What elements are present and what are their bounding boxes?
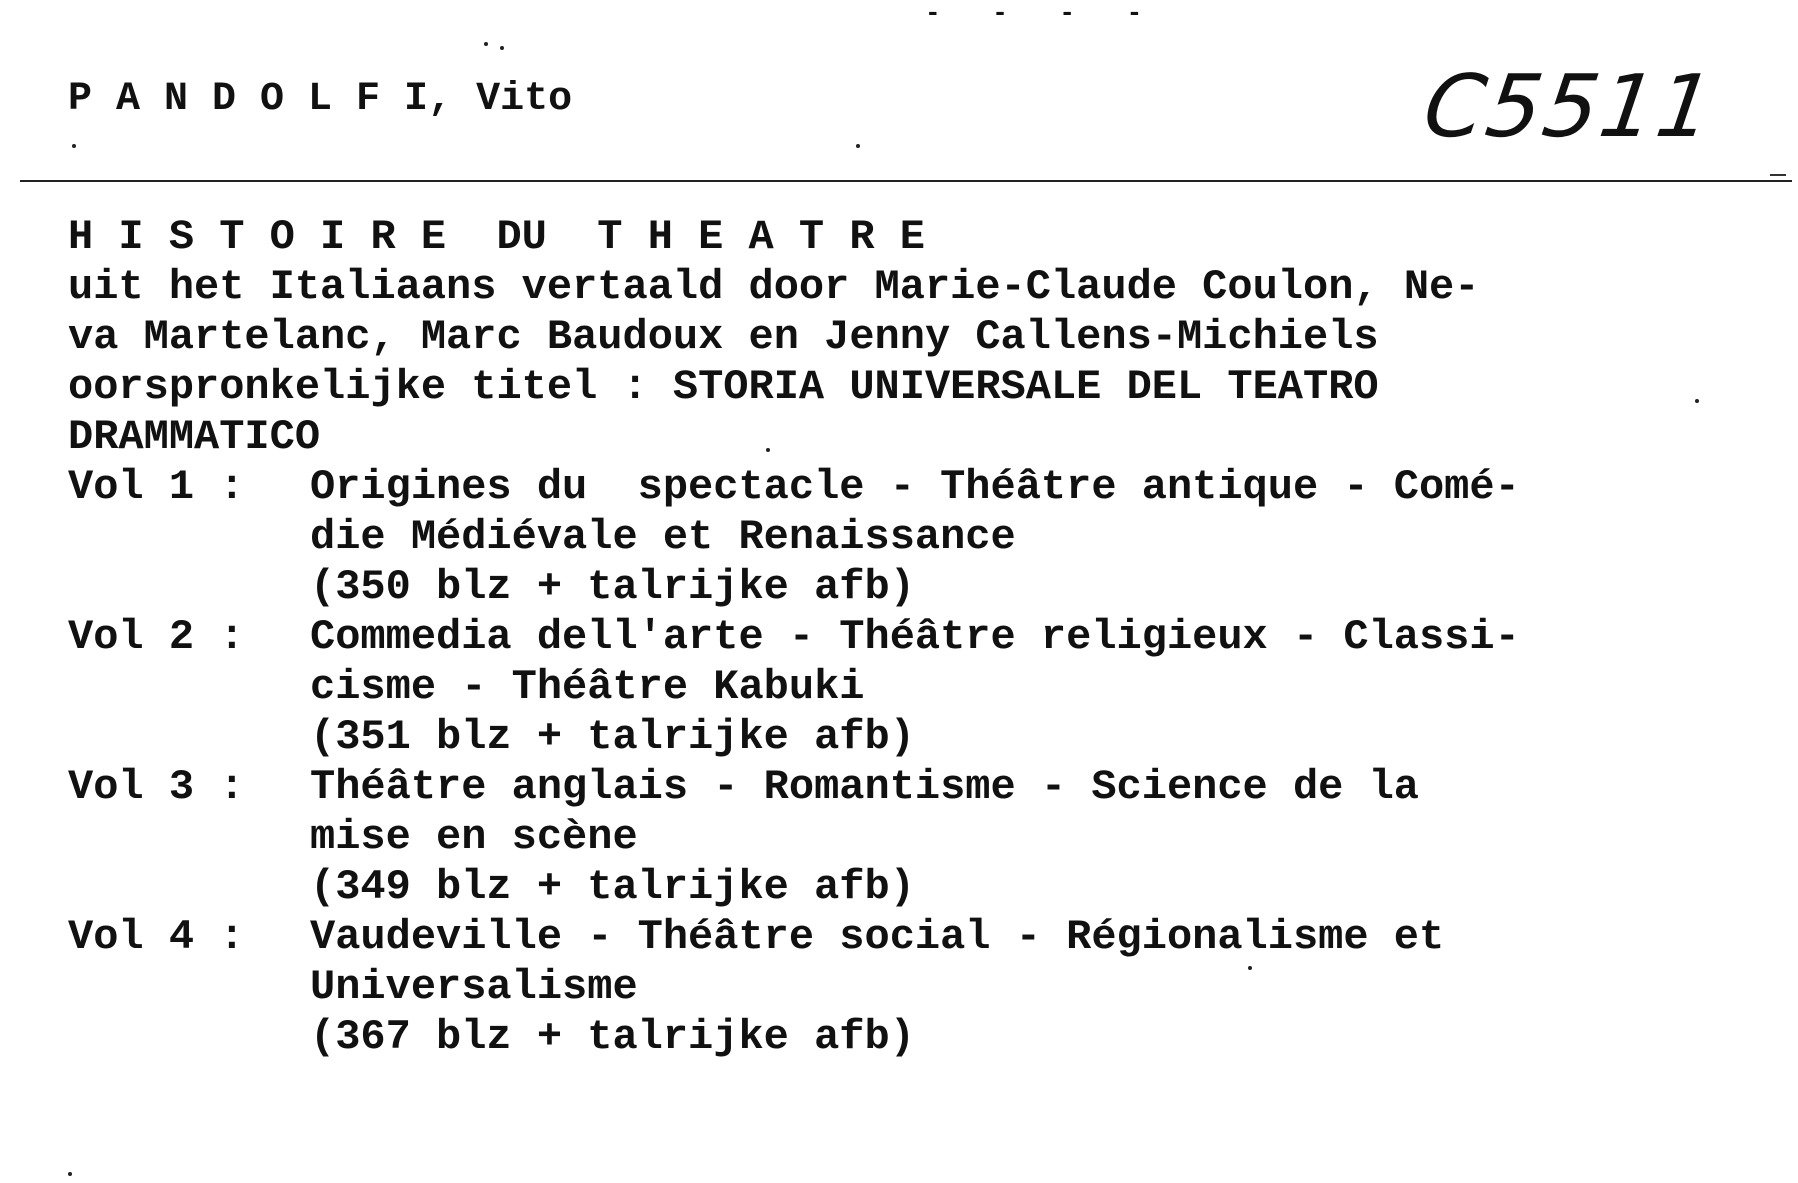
volume-page-count: (367 blz + talrijke afb) [310, 1013, 915, 1061]
volume-page-count: (350 blz + talrijke afb) [310, 563, 915, 611]
volume-page-count: (351 blz + talrijke afb) [310, 713, 915, 761]
volume-description [310, 912, 1768, 1062]
divider-tick-mark [1770, 174, 1786, 176]
top-edge-marks: - - - - [925, 0, 1161, 28]
original-title-line: DRAMMATICO [68, 413, 321, 461]
volume-label: Vol 1 : [68, 463, 245, 511]
volume-label: Vol 2 : [68, 613, 245, 661]
volume-description [310, 462, 1768, 612]
scan-speck [68, 1172, 72, 1176]
scan-speck [500, 46, 504, 50]
volume-line: Origines du spectacle - Théâtre antique - Comé- [310, 463, 1520, 511]
volume-line: Vaudeville - Théâtre social - Régionalisme et [310, 913, 1445, 961]
translation-line: va Martelanc, Marc Baudoux en Jenny Callens-Michiels [68, 313, 1379, 361]
volume-description [310, 612, 1768, 762]
volume-description [310, 762, 1768, 912]
original-title-line: oorspronkelijke titel : STORIA UNIVERSALE DEL TEATRO [68, 363, 1379, 411]
handwritten-call-number: C5511 [1417, 57, 1721, 157]
volume-line: mise en scène [310, 813, 638, 861]
record-body [68, 212, 1768, 1062]
volume-entry-2 [68, 612, 1768, 762]
book-title: H I S T O I R E DU T H E A T R E [68, 213, 925, 261]
volume-line: cisme - Théâtre Kabuki [310, 663, 865, 711]
volume-label: Vol 4 : [68, 913, 245, 961]
volume-entry-3 [68, 762, 1768, 912]
volume-line: Théâtre anglais - Romantisme - Science de la [310, 763, 1419, 811]
volume-line: die Médiévale et Renaissance [310, 513, 1016, 561]
scan-speck [484, 42, 488, 46]
volume-line: Universalisme [310, 963, 638, 1011]
volume-entry-4 [68, 912, 1768, 1062]
volume-page-count: (349 blz + talrijke afb) [310, 863, 915, 911]
scan-speck [72, 144, 76, 148]
scan-speck [856, 144, 860, 148]
volume-label: Vol 3 : [68, 763, 245, 811]
author-name: P A N D O L F I, Vito [68, 77, 573, 122]
volume-line: Commedia dell'arte - Théâtre religieux - Classi- [310, 613, 1520, 661]
volume-entry-1 [68, 462, 1768, 612]
translation-line: uit het Italiaans vertaald door Marie-Claude Coulon, Ne- [68, 263, 1480, 311]
header-divider [20, 180, 1792, 182]
